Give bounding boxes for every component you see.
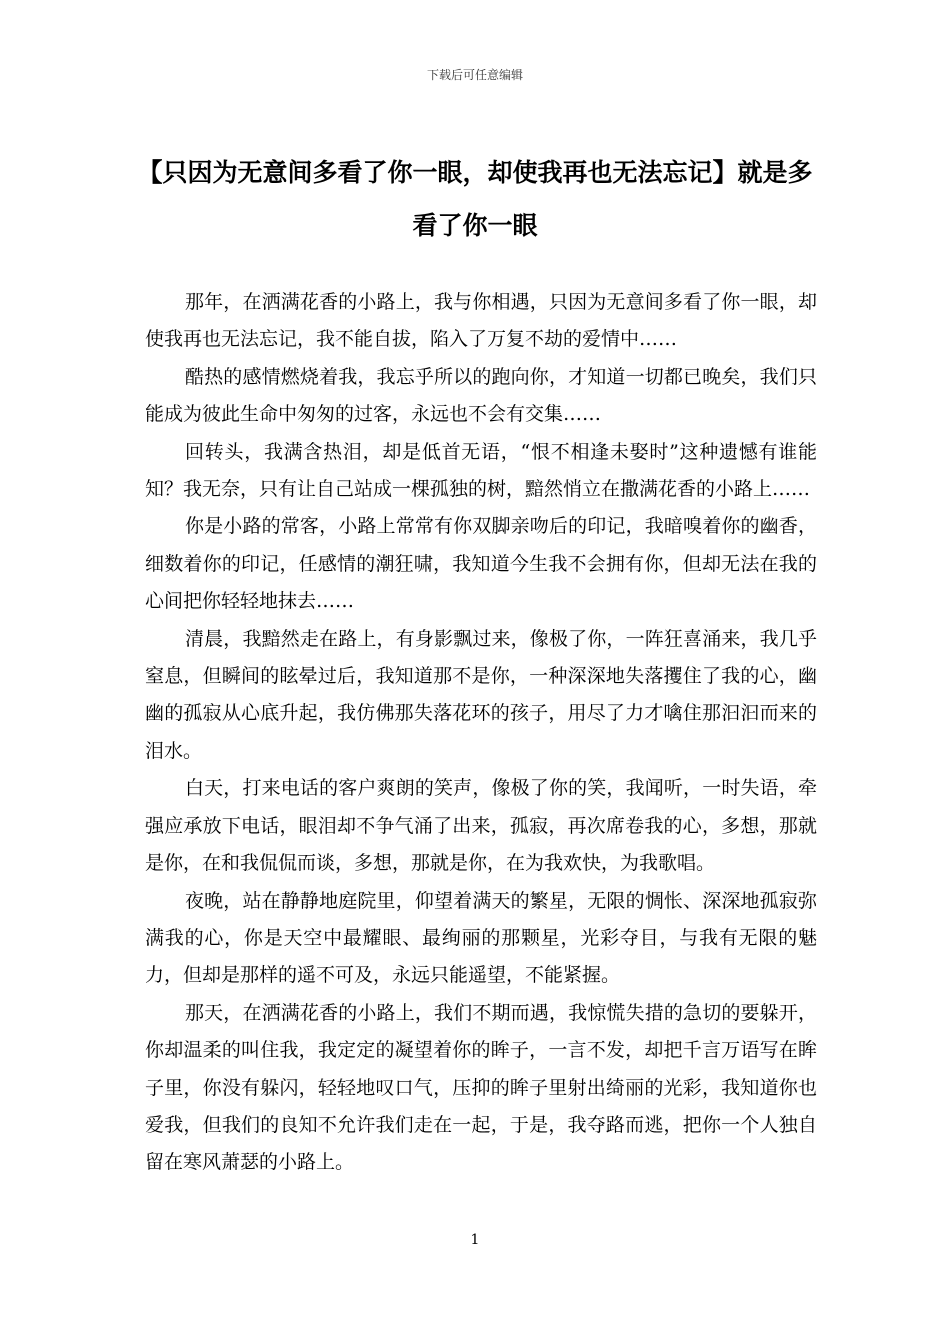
paragraph-4: 你是小路的常客，小路上常常有你双脚亲吻后的印记，我暗嗅着你的幽香，细数着你的印记，任感情的潮狂啸，我知道今生我不会拥有你，但却无法在我的心间把你轻轻地抹去…… <box>145 515 817 613</box>
article-body <box>145 284 817 1182</box>
paragraph-7: 夜晚，站在静静地庭院里，仰望着满天的繁星，无限的惆怅、深深地孤寂弥满我的心，你是天空中最耀眼、最绚丽的那颗星，光彩夺目，与我有无限的魅力，但却是那样的遥不可及，永远只能遥望，不能紧握。 <box>145 889 817 987</box>
paragraph-6: 白天，打来电话的客户爽朗的笑声，像极了你的笑，我闻听，一时失语，牵强应承放下电话，眼泪却不争气涌了出来，孤寂，再次席卷我的心，多想，那就是你，在和我侃侃而谈，多想，那就是你，在为我欢快，为我歌唱。 <box>145 777 817 875</box>
header-note: 下载后可任意编辑 <box>426 68 523 82</box>
paragraph-1: 那年，在洒满花香的小路上，我与你相遇，只因为无意间多看了你一眼，却使我再也无法忘记，我不能自拔，陷入了万复不劫的爱情中…… <box>145 291 817 351</box>
paragraph-8: 那天，在洒满花香的小路上，我们不期而遇，我惊慌失措的急切的要躲开，你却温柔的叫住我，我定定的凝望着你的眸子，一言不发，却把千言万语写在眸子里，你没有躲闪，轻轻地叹口气，压抑的眸子里射出绮丽的光彩，我知道你也爱我，但我们的良知不允许我们走在一起，于是，我夺路而逃，把你一个人独自留在寒风萧瑟的小路上。 <box>145 1001 817 1174</box>
paragraph-3: 回转头，我满含热泪，却是低首无语，“恨不相逢未娶时”这种遗憾有谁能知？我无奈，只有让自己站成一棵孤独的树，黯然悄立在撒满花香的小路上…… <box>145 440 817 501</box>
page-number: 1 <box>470 1232 480 1248</box>
paragraph-5: 清晨，我黯然走在路上，有身影飘过来，像极了你，一阵狂喜涌来，我几乎窒息，但瞬间的眩晕过后，我知道那不是你，一种深深地失落攫住了我的心，幽幽的孤寂从心底升起，我仿佛那失落花环的孩子，用尽了力才噙住那汩汩而来的泪水。 <box>145 627 817 762</box>
page-title: 【只因为无意间多看了你一眼，却使我再也无法忘记】就是多看了你一眼 <box>137 158 813 240</box>
paragraph-2: 酷热的感情燃烧着我，我忘乎所以的跑向你，才知道一切都已晚矣，我们只能成为彼此生命中匆匆的过客，永远也不会有交集…… <box>145 365 817 426</box>
